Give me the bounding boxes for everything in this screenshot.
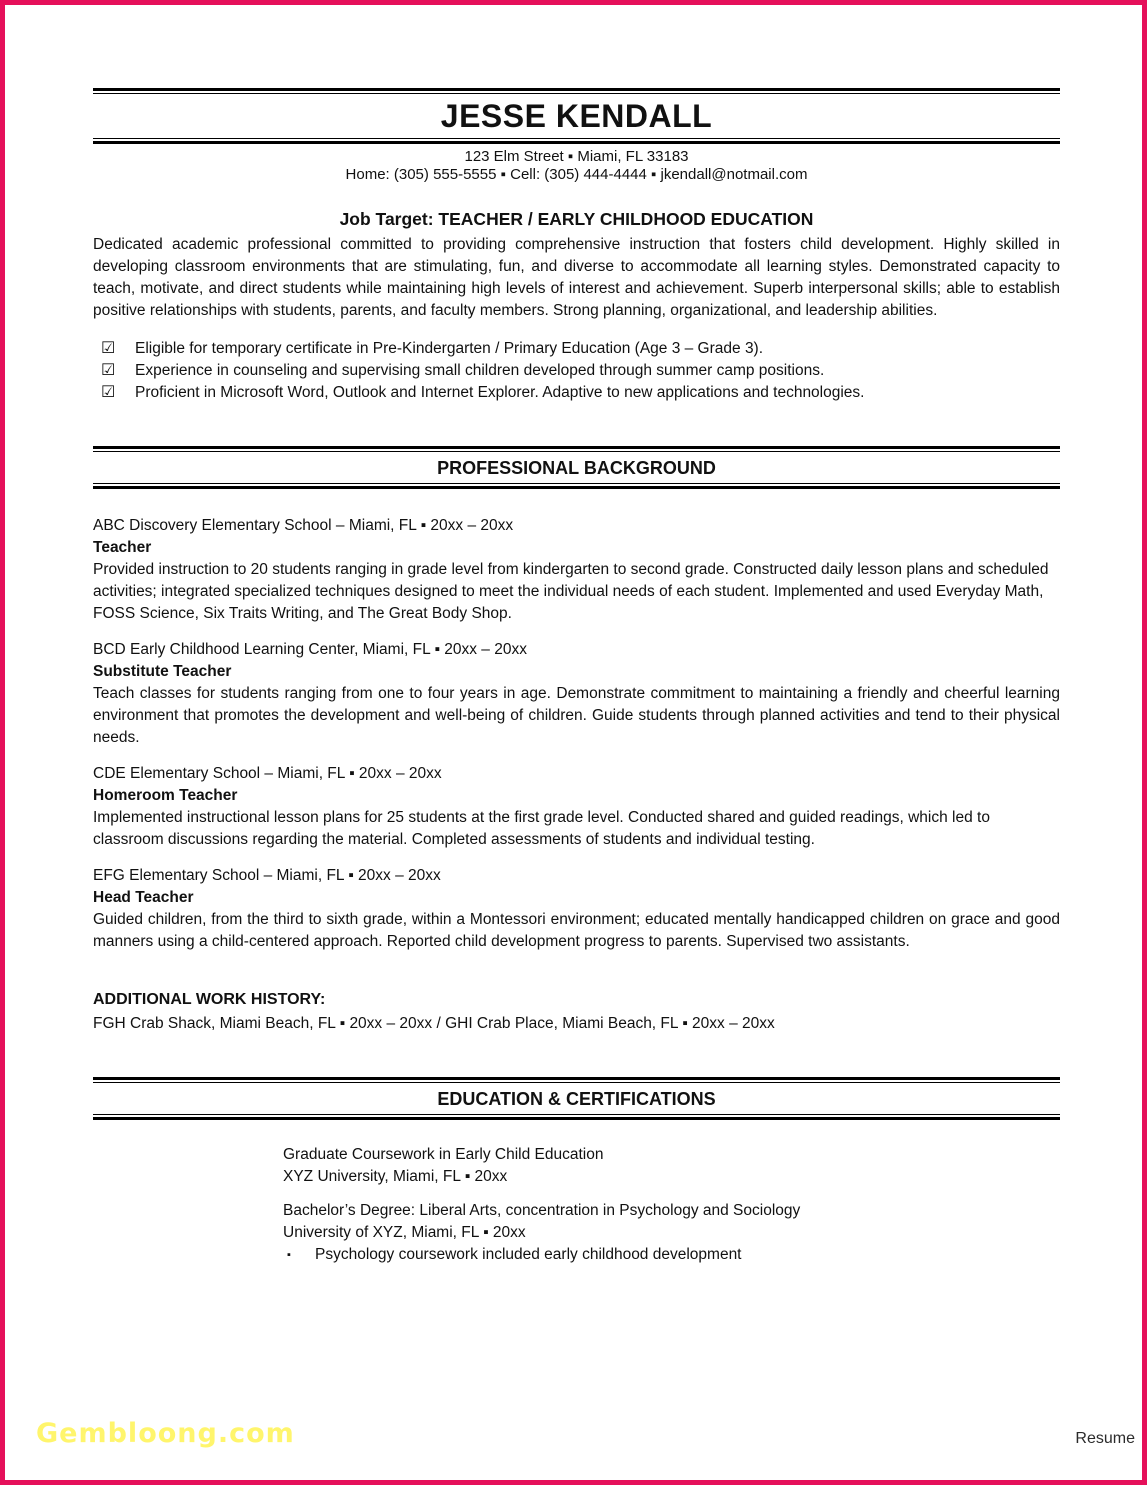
rule-thick xyxy=(93,446,1060,449)
checkbox-checked-icon: ☑ xyxy=(101,383,116,401)
additional-work-history xyxy=(93,989,1060,1035)
job-employer: EFG Elementary School – Miami, FL ▪ 20xx – 20xx xyxy=(93,866,441,884)
job-title: Teacher xyxy=(93,538,152,556)
job-employer: BCD Early Childhood Learning Center, Miami, FL ▪ 20xx – 20xx xyxy=(93,640,527,658)
divider-bottom xyxy=(93,483,1060,489)
job-entry xyxy=(93,865,1060,953)
section-professional-background xyxy=(93,446,1060,489)
job-description: Teach classes for students ranging from one to four years in age. Demonstrate commitment to maintaining a friendly and cheerful learning environment that promotes the development and well-being of children. Guide students through planned activities and tend to their physical needs. xyxy=(93,684,1060,746)
rule-thin xyxy=(93,138,1060,139)
highlight-text: Eligible for temporary certificate in Pre-Kindergarten / Primary Education (Age 3 – Grade 3). xyxy=(135,339,764,357)
watermark: Gembloong.com xyxy=(36,1418,295,1449)
education-bullet-item xyxy=(283,1244,1060,1266)
rule-thick xyxy=(93,88,1060,91)
checkbox-checked-icon: ☑ xyxy=(101,339,116,357)
name-banner xyxy=(93,88,1060,144)
education-degree: Bachelor’s Degree: Liberal Arts, concentration in Psychology and Sociology xyxy=(283,1201,801,1219)
education-bullet-text: Psychology coursework included early childhood development xyxy=(315,1245,742,1263)
job-entry xyxy=(93,515,1060,625)
job-employer: ABC Discovery Elementary School – Miami, FL ▪ 20xx – 20xx xyxy=(93,516,514,534)
resume-content xyxy=(93,88,1060,1266)
education-entries xyxy=(93,1144,1060,1266)
highlight-item xyxy=(93,338,1060,360)
rule-thick xyxy=(93,1117,1060,1120)
rule-thick xyxy=(93,486,1060,489)
job-entry xyxy=(93,639,1060,749)
rule-thin xyxy=(93,1114,1060,1115)
job-employer: CDE Elementary School – Miami, FL ▪ 20xx – 20xx xyxy=(93,764,442,782)
education-entry xyxy=(283,1200,1060,1266)
highlights-list xyxy=(93,338,1060,404)
education-school: University of XYZ, Miami, FL ▪ 20xx xyxy=(283,1223,526,1241)
rule-thick xyxy=(93,1077,1060,1080)
job-title: Head Teacher xyxy=(93,888,194,906)
education-school: XYZ University, Miami, FL ▪ 20xx xyxy=(283,1167,508,1185)
address-line: 123 Elm Street ▪ Miami, FL 33183 xyxy=(464,148,689,165)
square-bullet-icon: ▪ xyxy=(287,1248,291,1261)
section-education xyxy=(93,1077,1060,1120)
rule-thin xyxy=(93,483,1060,484)
job-entry xyxy=(93,763,1060,851)
job-title: Substitute Teacher xyxy=(93,662,232,680)
highlight-item xyxy=(93,360,1060,382)
additional-work-history-line: FGH Crab Shack, Miami Beach, FL ▪ 20xx – 20xx / GHI Crab Place, Miami Beach, FL ▪ 20xx – 20xx xyxy=(93,1014,775,1032)
job-description: Guided children, from the third to sixth grade, within a Montessori environment; educated mentally handicapped children on grace and good manners using a child-centered approach. Reported child development progress to parents. Supervised two assistants. xyxy=(93,910,1060,950)
footer-resume-label: Resume xyxy=(1075,1430,1135,1447)
candidate-name: JESSE KENDALL xyxy=(440,98,713,134)
job-title: Homeroom Teacher xyxy=(93,786,238,804)
additional-work-history-title: ADDITIONAL WORK HISTORY: xyxy=(93,990,326,1008)
section-title: PROFESSIONAL BACKGROUND xyxy=(437,457,716,478)
education-entry xyxy=(283,1144,1060,1188)
checkbox-checked-icon: ☑ xyxy=(101,361,116,379)
education-degree: Graduate Coursework in Early Child Education xyxy=(283,1145,604,1163)
divider-bottom xyxy=(93,138,1060,144)
job-description: Implemented instructional lesson plans for 25 students at the first grade level. Conducted shared and guided readings, which led to classroom discussions regarding the material. Completed assessments of students and individual testing. xyxy=(93,808,990,848)
summary-paragraph: Dedicated academic professional committed to providing comprehensive instruction that fosters child development. Highly skilled in developing classroom environments that are stimulating, fun, and diverse to accommodate all learning styles. Demonstrated capacity to teach, motivate, and direct students while maintaining high levels of interest and achievement. Superb interpersonal skills; able to establish positive relationships with students, parents, and faculty members. Strong planning, organizational, and leadership abilities. xyxy=(93,236,1060,319)
contact-line: Home: (305) 555-5555 ▪ Cell: (305) 444-4444 ▪ jkendall@notmail.com xyxy=(345,166,808,183)
rule-thick xyxy=(93,141,1060,144)
highlight-text: Proficient in Microsoft Word, Outlook and Internet Explorer. Adaptive to new applications and technologies. xyxy=(135,383,865,401)
job-description: Provided instruction to 20 students ranging in grade level from kindergarten to second grade. Constructed daily lesson plans and scheduled activities; integrated specialized techniques designed to meet the individual needs of each student. Implemented and used Everyday Math, FOSS Science, Six Traits Writing, and The Great Body Shop. xyxy=(93,560,1049,622)
highlight-text: Experience in counseling and supervising small children developed through summer camp positions. xyxy=(135,361,825,379)
job-target-title: Job Target: TEACHER / EARLY CHILDHOOD EDUCATION xyxy=(339,209,814,229)
divider-bottom xyxy=(93,1114,1060,1120)
highlight-item xyxy=(93,382,1060,404)
section-title: EDUCATION & CERTIFICATIONS xyxy=(437,1088,716,1109)
